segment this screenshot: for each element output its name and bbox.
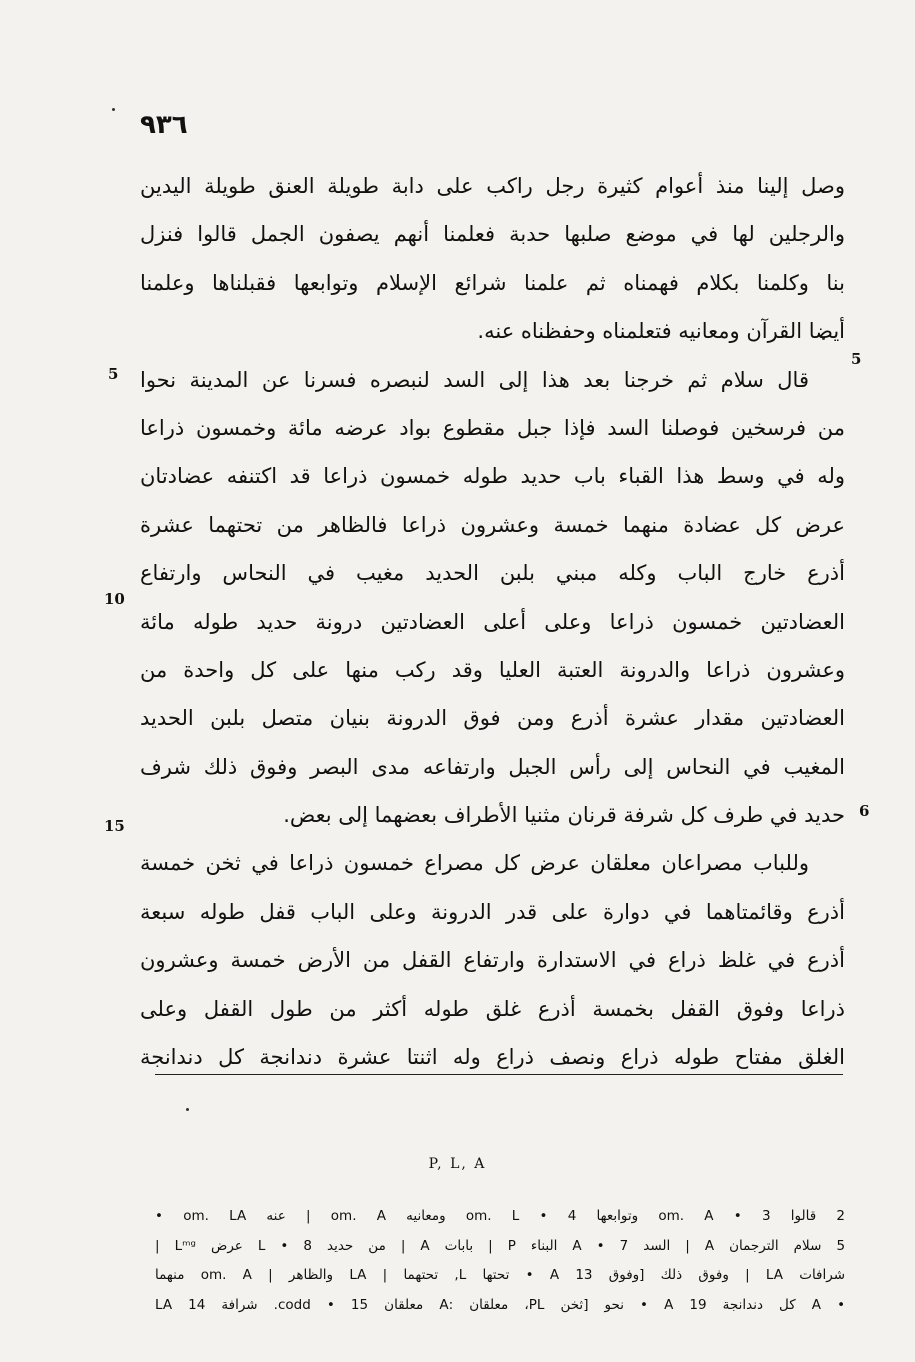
manuscript-sigla: P, L, A xyxy=(428,1156,487,1172)
footnote-line: 2 قالوا om. A • 3 وتوابعها om. L • 4 ومعانيه om. A | عنه om. LA • xyxy=(155,1208,845,1224)
speck xyxy=(112,108,115,111)
footnote-line: شرافات LA | وفوق ذلك [وفوق 13 A • تحتها L, تحتهما | LA والظاهر | om. A منهما xyxy=(155,1267,845,1283)
text-line: أذرع خارج الباب وكله مبني بلبن الحديد مغيب في النحاس وارتفاع xyxy=(140,561,845,586)
paragraph-number: 6 xyxy=(859,802,870,820)
text-line: وصل إلينا منذ أعوام كثيرة رجل راكب على دابة طويلة العنق طويلة اليدين xyxy=(140,174,845,198)
text-line: حديد في طرف كل شرفة قرنان مثنيا الأطراف بعضهما إلى بعض. xyxy=(283,803,845,828)
text-line: العضادتين خمسون ذراعا وعلى أعلى العضادتين درونة حديد طوله مائة xyxy=(140,609,845,634)
footnote-divider xyxy=(155,1074,843,1075)
text-line: العضادتين مقدار عشرة أذرع ومن فوق الدرونة بنيان متصل بلبن الحديد xyxy=(140,706,845,731)
text-line: قال سلام ثم خرجنا بعد هذا إلى السد لنبصره فسرنا عن المدينة نحوا xyxy=(140,367,809,392)
text-line: وعشرون ذراعا والدرونة العتبة العليا وقد ركب منها على كل واحدة من xyxy=(140,657,845,682)
text-line: وللباب مصراعان معلقان عرض كل مصراع خمسون ذراعا في ثخن خمسة xyxy=(140,851,809,876)
footnote-line: 5 سلام الترجمان A | السد A • 7 البناء P | بابات A | من حديد L • 8 عرض Lᵐᵍ | xyxy=(155,1237,845,1254)
line-number: 5 xyxy=(108,365,119,383)
paragraph-number: 5 xyxy=(851,350,862,368)
footnote-line: • A كل دندانجة 19 A • نحو [ثخن PL، معلقان :A معلقان 15 • codd. شرافة 14 LA xyxy=(155,1296,845,1313)
main-text xyxy=(140,162,845,1081)
text-line: أذرع في غلظ ذراع في الاستدارة وارتفاع القفل من الأرض خمسة وعشرون xyxy=(140,948,845,973)
text-line: أيضا القرآن ومعانيه فتعلمناه وحفظناه عنه. xyxy=(477,319,845,344)
line-number: 10 xyxy=(104,590,125,608)
page-number: ٩٣٦ xyxy=(140,110,188,140)
text-line: المغيب في النحاس إلى رأس الجبل وارتفاعه مدى البصر وفوق ذلك شرف xyxy=(140,754,845,779)
text-line: من فرسخين فوصلنا السد فإذا جبل مقطوع بواد عرضه مائة وخمسون ذراعا xyxy=(140,415,845,440)
critical-apparatus xyxy=(155,1202,845,1320)
text-line: الغلق مفتاح طوله ذراع ونصف ذراع وله اثنتا عشرة دندانجة كل دندانجة xyxy=(140,1045,845,1070)
line-number: 15 xyxy=(104,817,125,835)
speck xyxy=(186,1108,189,1111)
text-line: والرجلين لها في موضع صلبها حدبة فعلمنا أنهم يصفون الجمل قالوا فنزل xyxy=(140,222,845,247)
text-line: عرض كل عضادة منهما خمسة وعشرون ذراعا فالظاهر من تحتهما عشرة xyxy=(140,512,845,537)
text-line: بنا وكلمنا بكلام فهمناه ثم علمنا شرائع الإسلام وتوابعها فقبلناها وعلمنا xyxy=(140,270,845,295)
text-line: وله في وسط هذا القباء باب حديد طوله خمسون ذراعا قد اكتنفه عضادتان xyxy=(140,464,845,489)
text-line: أذرع وقائمتاهما في دوارة على قدر الدرونة وعلى الباب قفل طوله سبعة xyxy=(140,899,845,924)
text-line: ذراعا وفوق القفل بخمسة أذرع غلق طوله أكثر من طول القفل وعلى xyxy=(140,996,845,1021)
